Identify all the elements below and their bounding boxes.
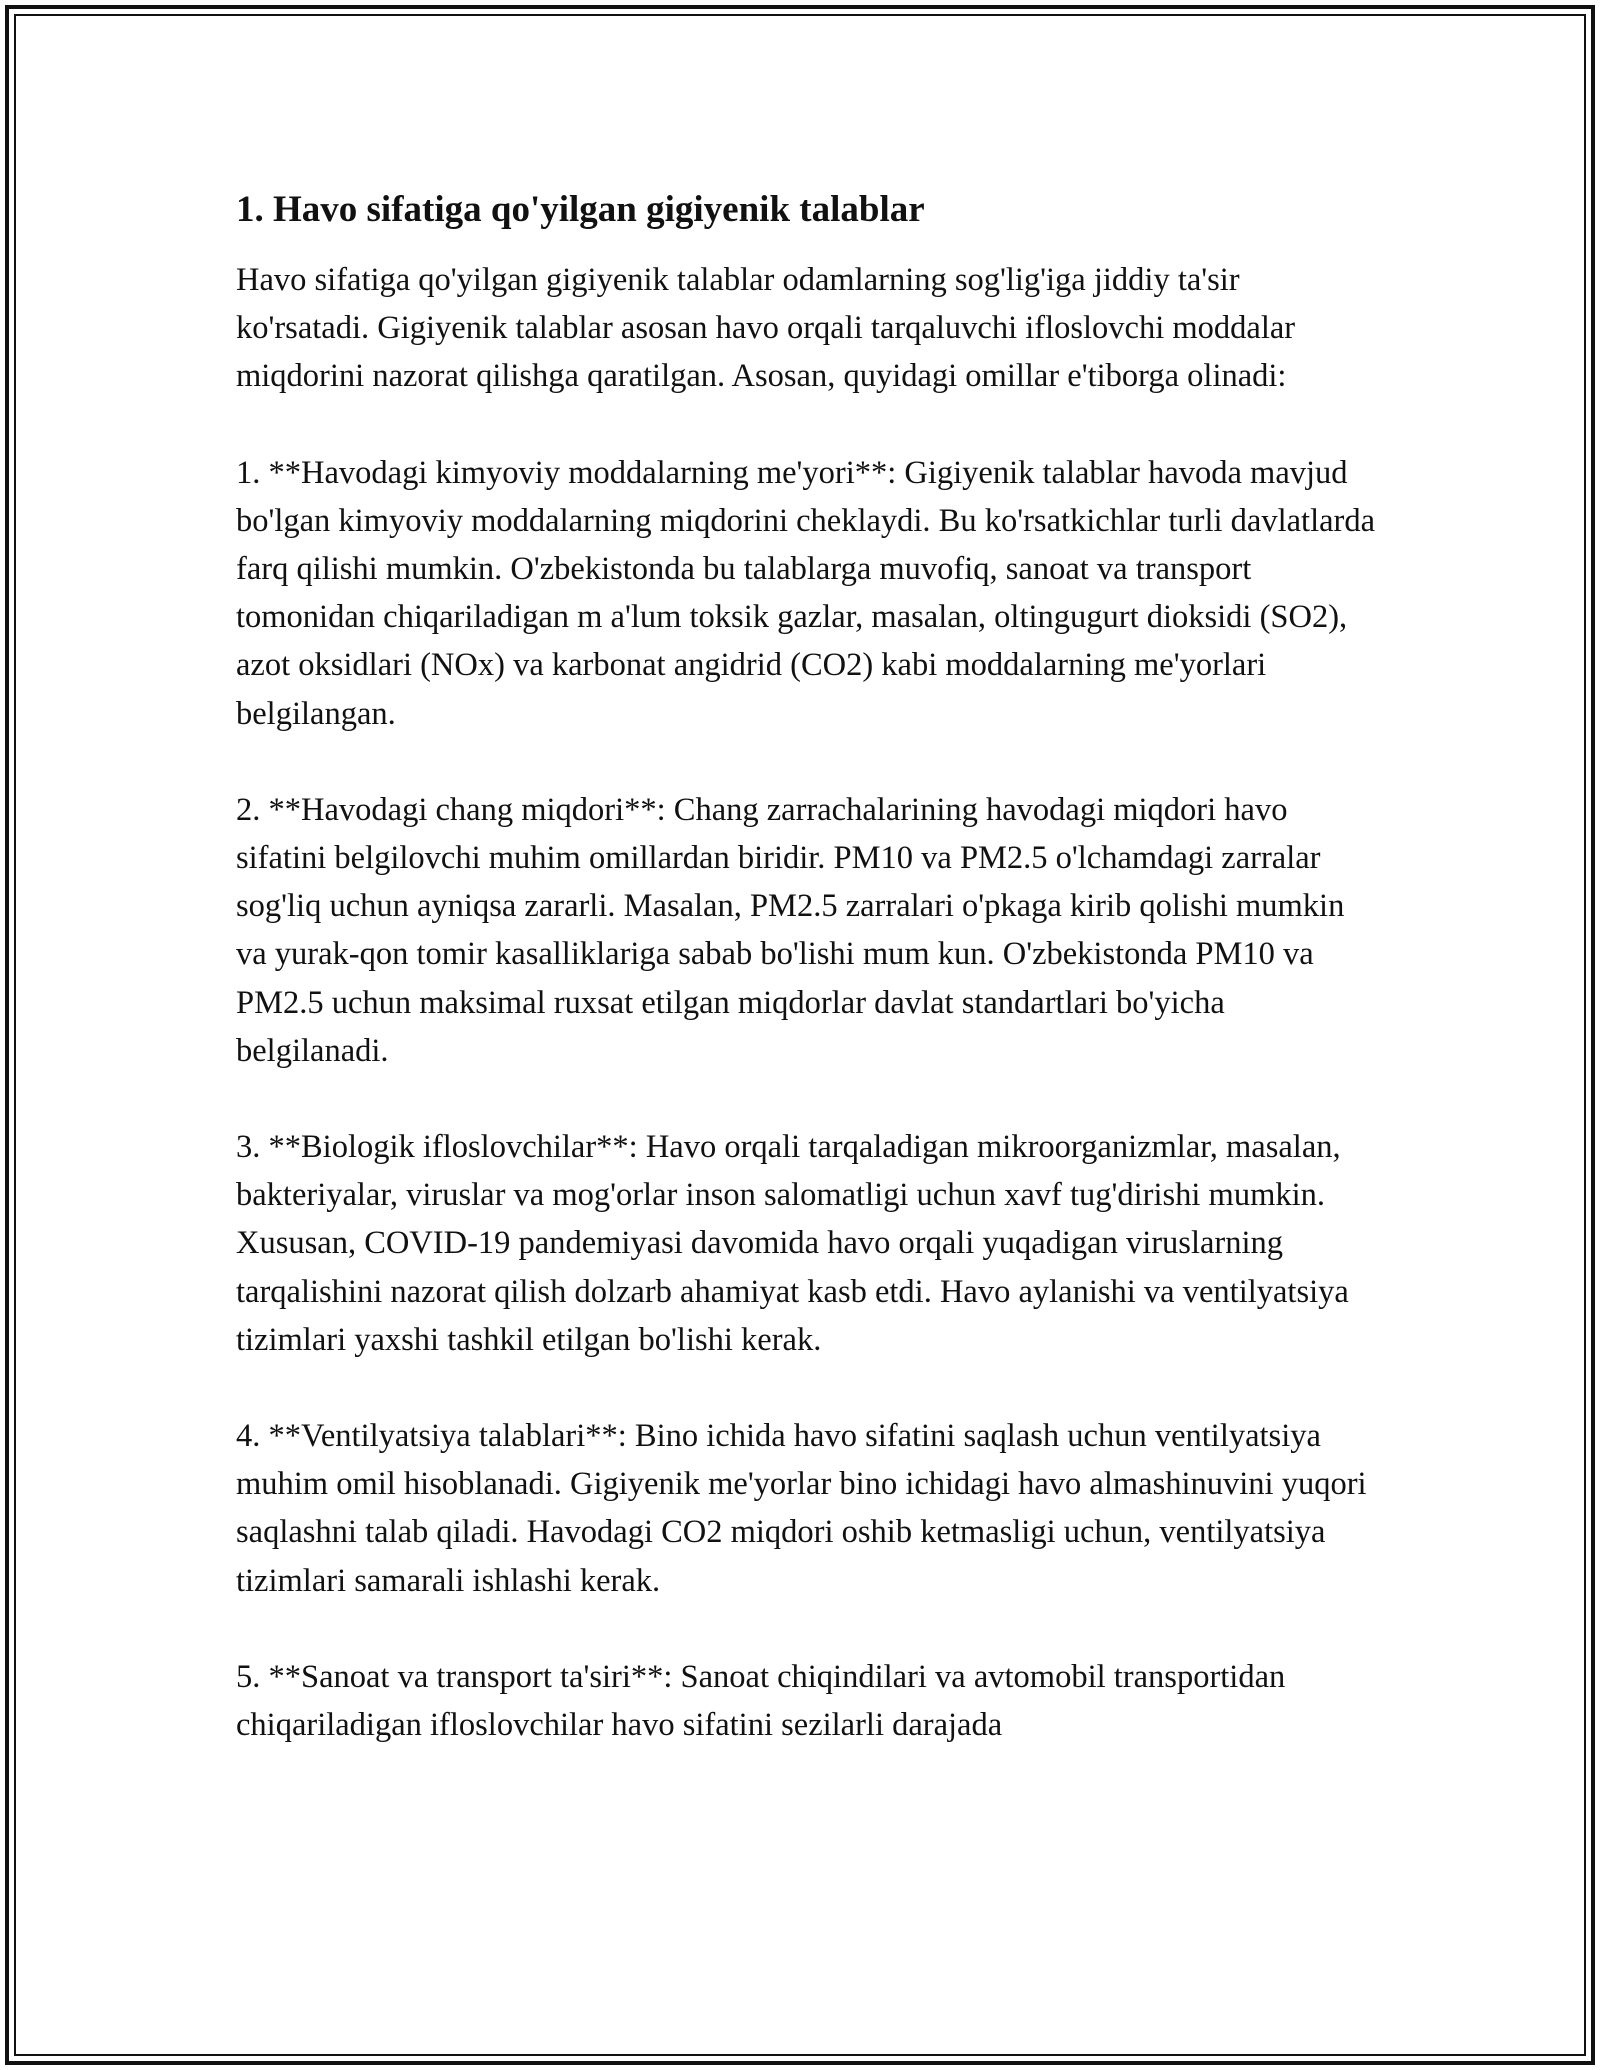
- intro-paragraph: Havo sifatiga qo'yilgan gigiyenik talablar odamlarning sog'lig'iga jiddiy ta'sir ko'rsatadi. Gigiyenik talablar asosan havo orqali tarqaluvchi ifloslovchi moddalar miqdorini nazorat qilishga qaratilgan. Asosan, quyidagi omillar e'tiborga olinadi:: [236, 262, 1296, 395]
- item-industry-transport-impact: 5. **Sanoat va transport ta'siri**: Sanoat chiqindilari va avtomobil transportidan chiqariladigan ifloslovchilar havo sifatini sezilarli darajada: [236, 1658, 1286, 1744]
- item-chemical-substances: 1. **Havodagi kimyoviy moddalarning me'yori**: Gigiyenik talablar havoda mavjud bo'lgan kimyoviy moddalarning miqdorini cheklaydi. Bu ko'rsatkichlar turli davlatlarda farq qilishi mumkin. O'zbekistonda bu talablarga muvofiq, sanoat va transport tomonidan chiqariladigan m a'lum toksik gazlar, masalan, oltingugurt dioksidi (SO2), azot oksidlari (NOx) va karbonat angidrid (CO2) kabi moddalarning me'yorlari belgilangan.: [236, 454, 1376, 732]
- item-dust-amount: 2. **Havodagi chang miqdori**: Chang zarrachalarining havodagi miqdori havo sifatini belgilovchi muhim omillardan biridir. PM10 va PM2.5 o'lchamdagi zarralar sog'liq uchun ayniqsa zararli. Masalan, PM2.5 zarralari o'pkaga kirib qolishi mumkin va yurak-qon tomir kasalliklariga sabab bo'lishi mum kun. O'zbekistonda PM10 va PM2.5 uchun maksimal ruxsat etilgan miqdorlar davlat standartlari bo'yicha belgilanadi.: [236, 791, 1345, 1069]
- item-ventilation-requirements: 4. **Ventilyatsiya talablari**: Bino ichida havo sifatini saqlash uchun ventilyatsiya muhim omil hisoblanadi. Gigiyenik me'yorlar bino ichidagi havo almashinuvini yuqori saqlashni talab qiladi. Havodagi CO2 miqdori oshib ketmasligi uchun, ventilyatsiya tizimlari samarali ishlashi kerak.: [236, 1418, 1367, 1599]
- item-biological-pollutants: 3. **Biologik ifloslovchilar**: Havo orqali tarqaladigan mikroorganizmlar, masalan, bakteriyalar, viruslar va mog'orlar inson salomatligi uchun xavf tug'dirishi mumkin. Xususan, COVID-19 pandemiyasi davomida havo orqali yuqadigan viruslarning tarqalishini nazorat qilish dolzarb ahamiyat kasb etdi. Havo aylanishi va ventilyatsiya tizimlari yaxshi tashkil etilgan bo'lishi kerak.: [236, 1129, 1349, 1358]
- document-body: [236, 186, 1376, 1797]
- section-heading: 1. Havo sifatiga qo'yilgan gigiyenik talablar: [236, 189, 925, 230]
